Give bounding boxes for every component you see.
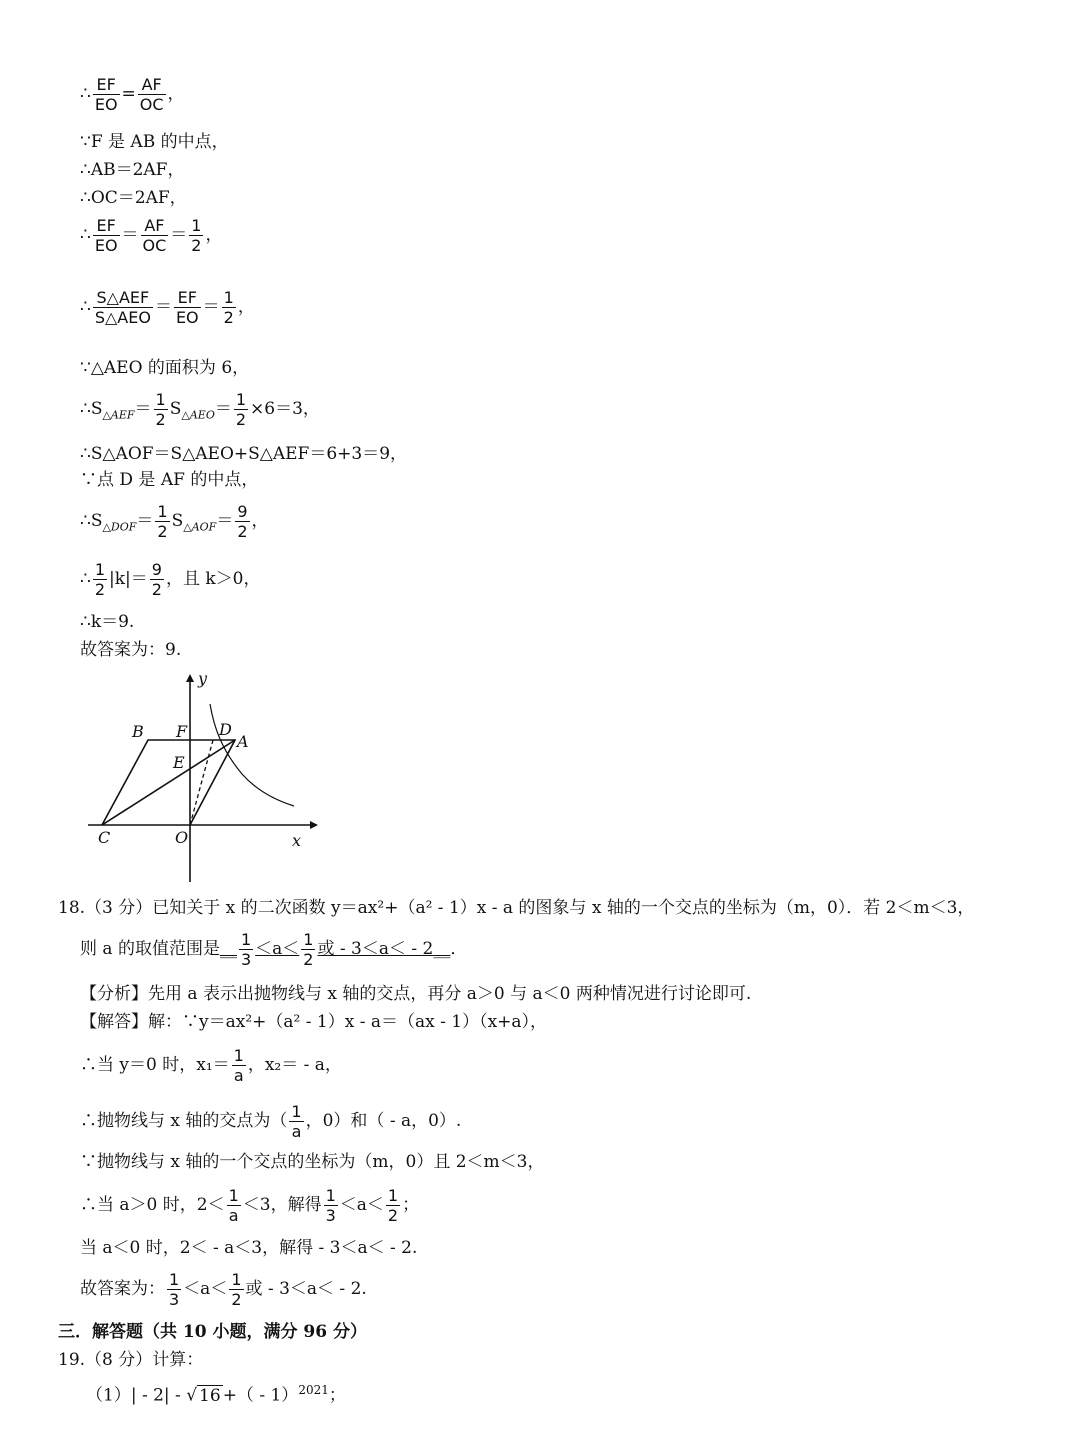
label-c: C <box>98 828 111 847</box>
q18-step-condition: ∵抛物线与 x 轴的一个交点的坐标为（m，0）且 2＜m＜3， <box>80 1152 545 1172</box>
label-d: D <box>219 720 232 739</box>
segment-ca <box>102 740 235 825</box>
sol17-line-sdof: $\therefore S_{\triangle DOF}=$ $\frac{1}{2}$ $S_{\triangle AOF}=$ $\frac{9}{2}$ ， <box>80 502 269 541</box>
label-o: O <box>175 828 189 847</box>
q19-stem: 19.（8 分）计算： <box>58 1350 204 1370</box>
label-f: F <box>176 722 188 741</box>
sol17-line-saef: $\therefore S_{\triangle AEF}=$ $\frac{1}{2}$ $S_{\triangle AEO}=$ $\frac{1}{2}$ ×6＝3， <box>80 390 320 429</box>
q18-analysis: 【分析】先用 a 表示出抛物线与 x 轴的交点，再分 a＞0 与 a＜0 两种情况进行讨论即可. <box>80 984 752 1004</box>
sol17-line-ratio: ∴ $\frac{EF}{EO}$ = $\frac{AF}{OC}$ ， <box>80 75 185 114</box>
sol17-line-saof: ∴S△AOF＝S△AEO+S△AEF＝6+3＝9， <box>80 444 408 464</box>
q18-final-answer: 故答案为： $\frac{1}{3}$ ＜a＜ $\frac{1}{2}$ 或 - 3＜a＜ - 2. <box>80 1270 367 1309</box>
sol17-answer: 故答案为：9. <box>80 640 182 660</box>
sol17-line-area-ratio: ∴ $\frac{\text{S△AEF}}{\text{S△AEO}}$ ＝ $\frac{EF}{EO}$ ＝ $\frac{1}{2}$ ， <box>80 288 255 327</box>
q18-stem: 18.（3 分）已知关于 x 的二次函数 y＝ax²+（a² - 1）x - a 的图象与 x 轴的一个交点的坐标为（m，0）．若 2＜m＜3， <box>58 898 975 918</box>
sol17-line-d-midpoint: ∵点 D 是 AF 的中点， <box>80 470 259 490</box>
sol17-line-midpoint: ∵F 是 AB 的中点， <box>80 132 229 152</box>
q18-step-intersections: ∴抛物线与 x 轴的交点为（ $\frac{1}{a}$ ，0）和（ - a，0）. <box>80 1102 462 1141</box>
q18-step-a-negative: 当 a＜0 时，2＜ - a＜3，解得 - 3＜a＜ - 2. <box>80 1238 418 1258</box>
label-e: E <box>173 753 185 772</box>
geometry-figure <box>82 670 322 885</box>
sol17-line-area6: ∵△AEO 的面积为 6， <box>80 358 250 378</box>
label-a: A <box>237 732 249 751</box>
sol17-line-ab: ∴AB＝2AF， <box>80 160 185 180</box>
q19-part1: （1）| - 2| - √ 16 +（ - 1）$^{2021}$； <box>86 1383 346 1406</box>
x-axis-arrow-icon <box>310 821 318 829</box>
y-axis-arrow-icon <box>186 674 194 682</box>
segment-od-dashed <box>190 740 213 825</box>
q18-solve: 【解答】解：∵y＝ax²+（a² - 1）x - a＝（ax - 1）（x+a）， <box>80 1012 548 1032</box>
q18-step-a-positive: ∴当 a＞0 时，2＜ $\frac{1}{a}$ ＜3，解得 $\frac{1}{3}$ ＜a＜ $\frac{1}{2}$ ； <box>80 1186 420 1225</box>
section-heading: 三．解答题（共 10 小题，满分 96 分） <box>58 1322 367 1342</box>
sol17-line-ratio-half: ∴ $\frac{EF}{EO}$ ＝ $\frac{AF}{OC}$ ＝ $\frac{1}{2}$ ， <box>80 216 223 255</box>
sol17-line-k-abs: ∴ $\frac{1}{2}$ |k|＝ $\frac{9}{2}$ ，且 k＞0， <box>80 560 261 599</box>
q18-step-roots: ∴当 y＝0 时，x₁＝ $\frac{1}{a}$ ，x₂＝ - a， <box>80 1046 342 1085</box>
sol17-line-k: ∴k＝9. <box>80 612 135 632</box>
sol17-line-oc: ∴OC＝2AF， <box>80 188 187 208</box>
label-y: y <box>198 670 208 688</box>
label-x: x <box>292 831 302 850</box>
q18-answer-line: 则 a 的取值范围是__ $\frac{1}{3}$ ＜a＜ $\frac{1}{2}$ 或 - 3＜a＜ - 2__． <box>80 930 468 969</box>
label-b: B <box>132 722 144 741</box>
